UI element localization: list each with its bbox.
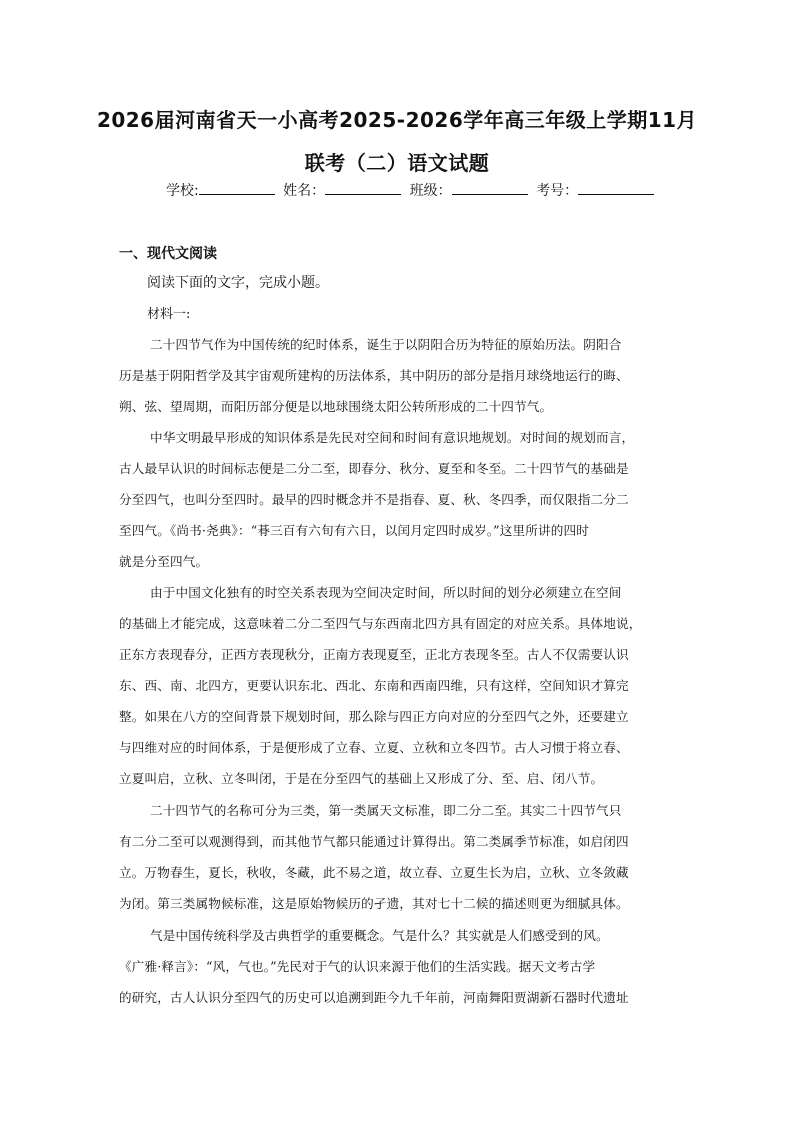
text-line: 由于中国文化独有的时空关系表现为空间决定时间，所以时间的划分必须建立在空间 bbox=[150, 585, 622, 600]
section-heading: 一、现代文阅读 bbox=[119, 246, 217, 262]
material-label: 材料一: bbox=[147, 307, 191, 322]
text-line: 至四气。《尚书·尧典》：“朞三百有六旬有六日，以闰月定四时成岁。”这里所讲的四时 bbox=[119, 523, 589, 538]
class-blank[interactable] bbox=[452, 181, 528, 195]
name-label: 姓名： bbox=[283, 183, 326, 199]
page-title-line-2: 联考（二）语文试题 bbox=[304, 151, 490, 175]
text-line: 历是基于阴阳哲学及其宇宙观所建构的历法体系，其中阴历的部分是指月球绕地运行的晦、 bbox=[119, 368, 629, 383]
page-title-line-1: 2026届河南省天一小高考2025-2026学年高三年级上学期11月 bbox=[96, 108, 698, 132]
text-line: 有二分二至可以观测得到，而其他节气都只能通过计算得出。第二类属季节标准，如启闭四 bbox=[119, 834, 629, 849]
text-line: 二十四节气作为中国传统的纪时体系，诞生于以阴阳合历为特征的原始历法。阴阳合 bbox=[150, 337, 622, 352]
text-line: 正东方表现春分，正西方表现秋分，正南方表现夏至，正北方表现冬至。古人不仅需要认识 bbox=[119, 647, 629, 662]
instruction-text: 阅读下面的文字，完成小题。 bbox=[147, 275, 329, 291]
text-line: 立。万物春生，夏长，秋收，冬藏，此不易之道，故立春、立夏生长为启，立秋、立冬敛藏 bbox=[119, 865, 629, 880]
name-blank[interactable] bbox=[325, 181, 401, 195]
school-label: 学校: bbox=[166, 183, 199, 199]
text-line: 东、西、南、北四方，更要认识东北、西北、东南和西南四维，只有这样，空间知识才算完 bbox=[119, 678, 629, 693]
text-line: 就是分至四气。 bbox=[119, 554, 209, 569]
text-line: 《广雅·释言》：“风，气也。”先民对于气的认识来源于他们的生活实践。据天文考古学 bbox=[119, 959, 596, 974]
text-line: 为闭。第三类属物候标准，这是原始物候历的孑遗，其对七十二候的描述则更为细腻具体。 bbox=[119, 896, 629, 911]
text-line: 中华文明最早形成的知识体系是先民对空间和时间有意识地规划。对时间的规划而言， bbox=[150, 430, 635, 445]
school-blank[interactable] bbox=[199, 181, 275, 195]
text-line: 的基础上才能完成，这意味着二分二至四气与东西南北四方具有固定的对应关系。具体地说， bbox=[119, 616, 642, 631]
student-info-row bbox=[166, 180, 658, 200]
class-label: 班级： bbox=[409, 183, 452, 199]
exam-number-label: 考号： bbox=[536, 183, 579, 199]
text-line: 古人最早认识的时间标志便是二分二至，即春分、秋分、夏至和冬至。二十四节气的基础是 bbox=[119, 461, 629, 476]
text-line: 的研究，古人认识分至四气的历史可以追溯到距今九千年前，河南舞阳贾湖新石器时代遗址 bbox=[119, 990, 629, 1005]
text-line: 整。如果在八方的空间背景下规划时间，那么除与四正方向对应的分至四气之外，还要建立 bbox=[119, 709, 629, 724]
text-line: 分至四气，也叫分至四时。最早的四时概念并不是指春、夏、秋、冬四季，而仅限指二分二 bbox=[119, 492, 629, 507]
text-line: 与四维对应的时间体系，于是便形成了立春、立夏、立秋和立冬四节。古人习惯于将立春、 bbox=[119, 740, 629, 755]
text-line: 立夏叫启，立秋、立冬叫闭，于是在分至四气的基础上又形成了分、至、启、闭八节。 bbox=[119, 771, 604, 786]
exam-number-blank[interactable] bbox=[578, 181, 654, 195]
text-line: 二十四节气的名称可分为三类，第一类属天文标准，即二分二至。其实二十四节气只 bbox=[150, 803, 622, 818]
text-line: 朔、弦、望周期，而阳历部分便是以地球围绕太阳公转所形成的二十四节气。 bbox=[119, 399, 553, 414]
text-line: 气是中国传统科学及古典哲学的重要概念。气是什么？其实就是人们感受到的风。 bbox=[150, 928, 609, 943]
